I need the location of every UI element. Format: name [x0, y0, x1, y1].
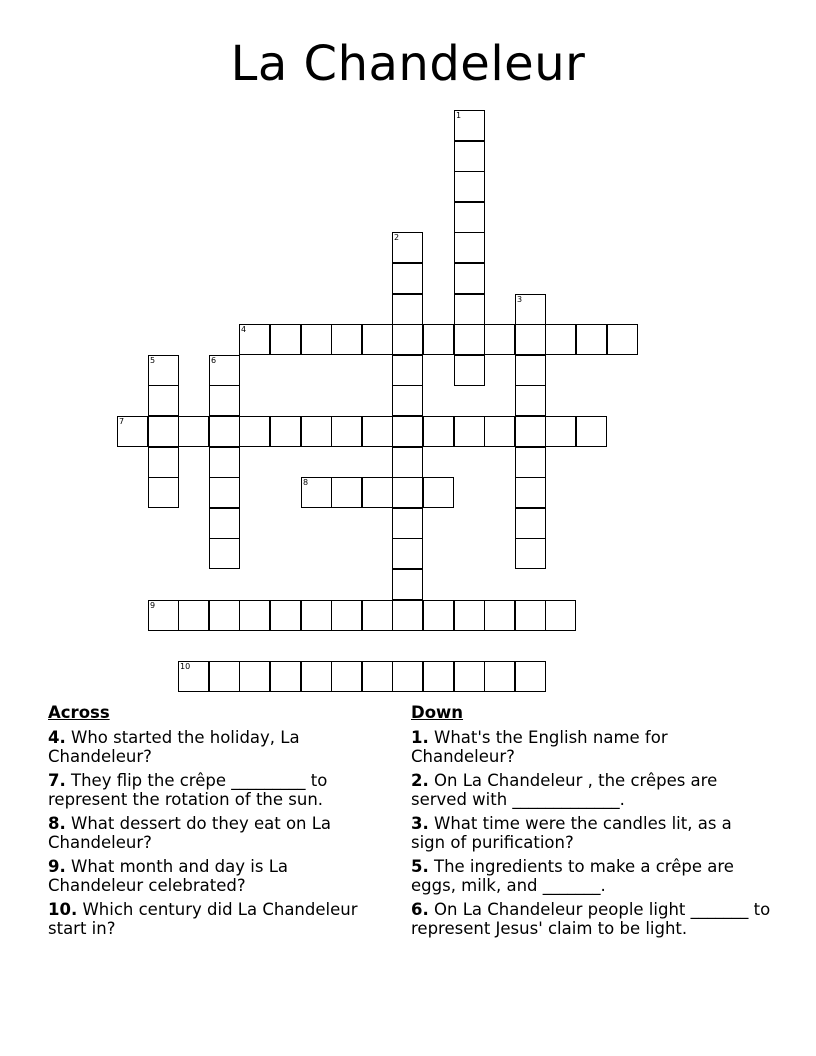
- grid-cell[interactable]: [239, 416, 270, 447]
- clue-number: 9: [150, 601, 156, 610]
- grid-cell[interactable]: [148, 416, 179, 447]
- across-clue: [48, 771, 386, 810]
- clue-text: What month and day is La Chandeleur celebrated?: [48, 856, 289, 895]
- grid-cell[interactable]: [148, 447, 179, 478]
- grid-cell[interactable]: [301, 600, 332, 631]
- grid-cell[interactable]: [362, 600, 393, 631]
- grid-cell[interactable]: [454, 324, 485, 355]
- grid-cell[interactable]: [331, 600, 362, 631]
- grid-cell[interactable]: [454, 355, 485, 386]
- clue-number: 1.: [411, 727, 429, 747]
- grid-cell[interactable]: [515, 416, 546, 447]
- grid-cell[interactable]: [209, 661, 240, 692]
- grid-cell[interactable]: [423, 324, 454, 355]
- grid-cell[interactable]: [270, 324, 301, 355]
- grid-cell[interactable]: [392, 447, 423, 478]
- grid-cell[interactable]: [454, 202, 485, 233]
- clue-number: 7.: [48, 770, 66, 790]
- grid-cell[interactable]: [331, 477, 362, 508]
- grid-cell[interactable]: [209, 477, 240, 508]
- grid-cell[interactable]: [239, 600, 270, 631]
- clue-number: 10: [180, 662, 191, 671]
- clue-text: They flip the crêpe _________ to represent the rotation of the sun.: [48, 770, 328, 809]
- grid-cell[interactable]: [545, 600, 576, 631]
- grid-cell[interactable]: [392, 355, 423, 386]
- grid-cell[interactable]: [484, 600, 515, 631]
- grid-cell[interactable]: [392, 232, 423, 263]
- grid-cell[interactable]: [270, 600, 301, 631]
- grid-cell[interactable]: [178, 600, 209, 631]
- clue-text: On La Chandeleur people light _______ to represent Jesus' claim to be light.: [411, 899, 771, 938]
- clue-text: What dessert do they eat on La Chandeleur?: [48, 813, 332, 852]
- grid-cell[interactable]: [270, 416, 301, 447]
- grid-cell[interactable]: [423, 600, 454, 631]
- grid-cell[interactable]: [148, 385, 179, 416]
- clue-text: Who started the holiday, La Chandeleur?: [48, 727, 300, 766]
- grid-cell[interactable]: [545, 416, 576, 447]
- grid-cell[interactable]: [270, 661, 301, 692]
- grid-cell[interactable]: [545, 324, 576, 355]
- grid-cell[interactable]: [515, 355, 546, 386]
- across-clue: [48, 857, 386, 896]
- grid-cell[interactable]: [362, 324, 393, 355]
- down-clue: [411, 771, 771, 810]
- grid-cell[interactable]: [331, 416, 362, 447]
- clue-number: 6: [211, 356, 217, 365]
- clue-number: 1: [456, 111, 462, 120]
- grid-cell[interactable]: [392, 508, 423, 539]
- grid-cell[interactable]: [423, 661, 454, 692]
- grid-cell[interactable]: [423, 477, 454, 508]
- clue-number: 7: [119, 417, 125, 426]
- grid-cell[interactable]: [515, 600, 546, 631]
- grid-cell[interactable]: [209, 538, 240, 569]
- grid-cell[interactable]: [454, 141, 485, 172]
- across-clue: [48, 728, 386, 767]
- clue-number: 6.: [411, 899, 429, 919]
- grid-cell[interactable]: [148, 477, 179, 508]
- grid-cell[interactable]: [239, 324, 270, 355]
- grid-cell[interactable]: [178, 661, 209, 692]
- grid-cell[interactable]: [454, 110, 485, 141]
- clue-number: 4.: [48, 727, 66, 747]
- grid-cell[interactable]: [515, 477, 546, 508]
- grid-cell[interactable]: [484, 324, 515, 355]
- grid-cell[interactable]: [362, 661, 393, 692]
- grid-cell[interactable]: [454, 294, 485, 325]
- grid-cell[interactable]: [392, 477, 423, 508]
- grid-cell[interactable]: [148, 355, 179, 386]
- grid-cell[interactable]: [576, 324, 607, 355]
- grid-cell[interactable]: [331, 661, 362, 692]
- grid-cell[interactable]: [209, 385, 240, 416]
- grid-cell[interactable]: [454, 263, 485, 294]
- grid-cell[interactable]: [331, 324, 362, 355]
- grid-cell[interactable]: [209, 600, 240, 631]
- grid-cell[interactable]: [209, 447, 240, 478]
- grid-cell[interactable]: [392, 324, 423, 355]
- clue-number: 9.: [48, 856, 66, 876]
- grid-cell[interactable]: [515, 661, 546, 692]
- grid-cell[interactable]: [209, 508, 240, 539]
- grid-cell[interactable]: [301, 661, 332, 692]
- clue-number: 5.: [411, 856, 429, 876]
- clue-number: 8.: [48, 813, 66, 833]
- grid-cell[interactable]: [392, 538, 423, 569]
- grid-cell[interactable]: [484, 416, 515, 447]
- grid-cell[interactable]: [301, 416, 332, 447]
- grid-cell[interactable]: [392, 263, 423, 294]
- grid-cell[interactable]: [423, 416, 454, 447]
- clue-number: 8: [303, 478, 309, 487]
- grid-cell[interactable]: [454, 171, 485, 202]
- clue-number: 3.: [411, 813, 429, 833]
- grid-cell[interactable]: [117, 416, 148, 447]
- across-clue: [48, 814, 386, 853]
- clue-number: 5: [150, 356, 156, 365]
- clue-text: What's the English name for Chandeleur?: [411, 727, 668, 766]
- grid-cell[interactable]: [209, 355, 240, 386]
- grid-cell[interactable]: [454, 232, 485, 263]
- grid-cell[interactable]: [178, 416, 209, 447]
- grid-cell[interactable]: [362, 477, 393, 508]
- grid-cell[interactable]: [515, 508, 546, 539]
- down-clue: [411, 857, 771, 896]
- grid-cell[interactable]: [454, 416, 485, 447]
- grid-cell[interactable]: [515, 385, 546, 416]
- grid-cell[interactable]: [148, 600, 179, 631]
- grid-cell[interactable]: [392, 569, 423, 600]
- grid-cell[interactable]: [209, 416, 240, 447]
- down-clue: [411, 900, 771, 939]
- clue-number: 2.: [411, 770, 429, 790]
- grid-cell[interactable]: [362, 416, 393, 447]
- grid-cell[interactable]: [301, 324, 332, 355]
- grid-cell[interactable]: [515, 447, 546, 478]
- grid-cell[interactable]: [392, 294, 423, 325]
- grid-cell[interactable]: [515, 294, 546, 325]
- down-heading: Down: [411, 703, 464, 722]
- clue-number: 2: [394, 233, 400, 242]
- grid-cell[interactable]: [392, 416, 423, 447]
- grid-cell[interactable]: [301, 477, 332, 508]
- grid-cell[interactable]: [607, 324, 638, 355]
- clue-text: What time were the candles lit, as a sign of purification?: [411, 813, 732, 852]
- grid-cell[interactable]: [392, 600, 423, 631]
- down-clues: [411, 703, 771, 943]
- down-clue: [411, 728, 771, 767]
- grid-cell[interactable]: [515, 538, 546, 569]
- puzzle-title: La Chandeleur: [230, 36, 586, 92]
- clue-text: The ingredients to make a crêpe are eggs, milk, and _______.: [411, 856, 734, 895]
- grid-cell[interactable]: [392, 661, 423, 692]
- down-clue: [411, 814, 771, 853]
- clue-text: On La Chandeleur , the crêpes are served with _____________.: [411, 770, 718, 809]
- clue-text: Which century did La Chandeleur start in?: [48, 899, 358, 938]
- grid-cell[interactable]: [454, 661, 485, 692]
- grid-cell[interactable]: [239, 661, 270, 692]
- grid-cell[interactable]: [484, 661, 515, 692]
- grid-cell[interactable]: [392, 385, 423, 416]
- across-clue: [48, 900, 386, 939]
- across-clues: [48, 703, 386, 943]
- clue-number: 3: [517, 295, 523, 304]
- clue-number: 4: [241, 325, 247, 334]
- grid-cell[interactable]: [576, 416, 607, 447]
- grid-cell[interactable]: [454, 600, 485, 631]
- grid-cell[interactable]: [515, 324, 546, 355]
- clue-number: 10.: [48, 899, 78, 919]
- across-heading: Across: [48, 703, 110, 722]
